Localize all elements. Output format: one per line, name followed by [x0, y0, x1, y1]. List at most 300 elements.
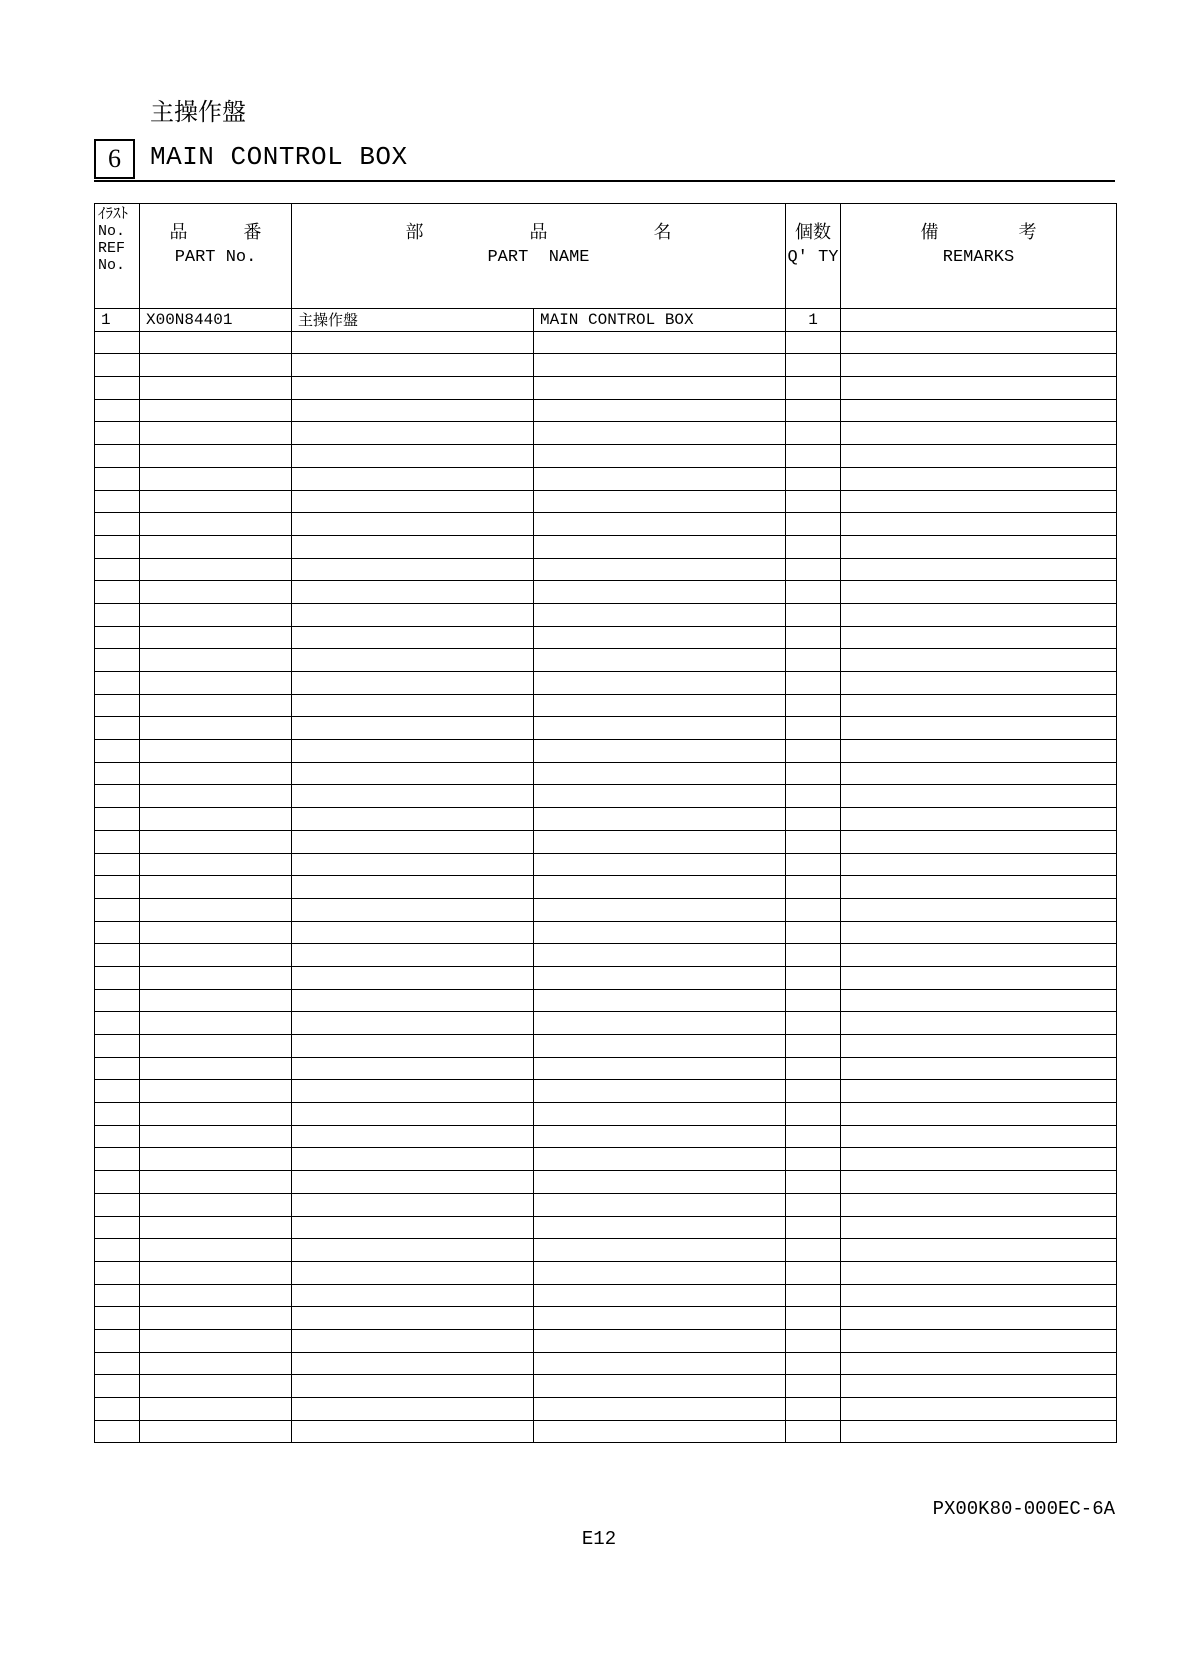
ref-header-line2: No.: [98, 223, 126, 240]
empty-cell: [841, 1103, 1117, 1126]
empty-cell: [841, 1080, 1117, 1103]
empty-cell: [292, 445, 534, 468]
empty-cell: [140, 490, 292, 513]
empty-cell: [292, 1284, 534, 1307]
empty-cell: [786, 966, 841, 989]
empty-cell: [534, 445, 786, 468]
empty-cell: [95, 672, 140, 695]
empty-cell: [292, 422, 534, 445]
empty-cell: [140, 1080, 292, 1103]
empty-cell: [140, 1012, 292, 1035]
empty-cell: [95, 445, 140, 468]
empty-cell: [140, 467, 292, 490]
empty-cell: [786, 1125, 841, 1148]
table-row-empty: [95, 1239, 1117, 1262]
table-row-empty: [95, 445, 1117, 468]
table-row-empty: [95, 490, 1117, 513]
empty-cell: [292, 1103, 534, 1126]
table-row-empty: [95, 1148, 1117, 1171]
empty-cell: [534, 898, 786, 921]
empty-cell: [841, 377, 1117, 400]
empty-cell: [841, 1193, 1117, 1216]
empty-cell: [95, 966, 140, 989]
empty-cell: [534, 399, 786, 422]
empty-cell: [786, 1216, 841, 1239]
empty-cell: [292, 1171, 534, 1194]
empty-cell: [140, 989, 292, 1012]
empty-cell: [534, 1307, 786, 1330]
empty-cell: [95, 898, 140, 921]
empty-cell: [841, 1420, 1117, 1443]
empty-cell: [292, 944, 534, 967]
empty-cell: [95, 921, 140, 944]
empty-cell: [292, 603, 534, 626]
empty-cell: [786, 1035, 841, 1058]
empty-cell: [786, 354, 841, 377]
part-no-header-jp-a: 品: [169, 222, 188, 243]
empty-cell: [786, 672, 841, 695]
empty-cell: [292, 535, 534, 558]
empty-cell: [841, 1307, 1117, 1330]
empty-cell: [292, 649, 534, 672]
empty-cell: [841, 558, 1117, 581]
empty-cell: [95, 876, 140, 899]
empty-cell: [786, 649, 841, 672]
empty-cell: [534, 1148, 786, 1171]
empty-cell: [292, 740, 534, 763]
empty-cell: [786, 445, 841, 468]
empty-cell: [841, 853, 1117, 876]
empty-cell: [841, 830, 1117, 853]
empty-cell: [140, 1261, 292, 1284]
column-header-qty: [786, 204, 841, 309]
empty-cell: [786, 1148, 841, 1171]
empty-cell: [841, 694, 1117, 717]
empty-cell: [140, 1307, 292, 1330]
empty-cell: [292, 1193, 534, 1216]
empty-cell: [140, 1352, 292, 1375]
table-row-empty: [95, 1375, 1117, 1398]
empty-cell: [292, 898, 534, 921]
table-row: [95, 309, 1117, 332]
empty-cell: [534, 785, 786, 808]
table-row-empty: [95, 649, 1117, 672]
empty-cell: [95, 377, 140, 400]
empty-cell: [534, 1171, 786, 1194]
empty-cell: [140, 1420, 292, 1443]
empty-cell: [534, 558, 786, 581]
empty-cell: [140, 354, 292, 377]
empty-cell: [534, 513, 786, 536]
empty-cell: [95, 490, 140, 513]
empty-cell: [534, 1375, 786, 1398]
empty-cell: [786, 1171, 841, 1194]
empty-cell: [534, 1080, 786, 1103]
empty-cell: [786, 422, 841, 445]
empty-cell: [841, 581, 1117, 604]
empty-cell: [292, 581, 534, 604]
empty-cell: [140, 1148, 292, 1171]
empty-cell: [140, 377, 292, 400]
empty-cell: [95, 1420, 140, 1443]
empty-cell: [292, 1035, 534, 1058]
table-row-empty: [95, 467, 1117, 490]
empty-cell: [841, 1261, 1117, 1284]
empty-cell: [841, 535, 1117, 558]
table-row-empty: [95, 399, 1117, 422]
empty-cell: [140, 830, 292, 853]
part-name-header-jp-b: 品: [529, 222, 548, 243]
table-row-empty: [95, 921, 1117, 944]
empty-cell: [95, 808, 140, 831]
empty-cell: [292, 876, 534, 899]
empty-cell: [140, 944, 292, 967]
empty-cell: [786, 921, 841, 944]
empty-cell: [140, 1239, 292, 1262]
empty-cell: [140, 1125, 292, 1148]
empty-cell: [786, 1307, 841, 1330]
title-divider: [94, 180, 1115, 182]
empty-cell: [534, 762, 786, 785]
empty-cell: [841, 1057, 1117, 1080]
table-row-empty: [95, 1012, 1117, 1035]
empty-cell: [534, 1261, 786, 1284]
empty-cell: [841, 785, 1117, 808]
empty-cell: [95, 1261, 140, 1284]
empty-cell: [292, 1080, 534, 1103]
empty-cell: [140, 672, 292, 695]
empty-cell: [95, 1284, 140, 1307]
empty-cell: [292, 830, 534, 853]
empty-cell: [786, 944, 841, 967]
empty-cell: [95, 1035, 140, 1058]
empty-cell: [841, 1171, 1117, 1194]
empty-cell: [95, 626, 140, 649]
empty-cell: [140, 1216, 292, 1239]
empty-cell: [841, 399, 1117, 422]
empty-cell: [292, 694, 534, 717]
empty-cell: [95, 535, 140, 558]
empty-cell: [292, 1420, 534, 1443]
table-row-empty: [95, 422, 1117, 445]
empty-cell: [534, 626, 786, 649]
empty-cell: [292, 1239, 534, 1262]
empty-cell: [292, 331, 534, 354]
page-title-japanese: 主操作盤: [150, 98, 246, 126]
empty-cell: [786, 1284, 841, 1307]
empty-cell: [841, 1125, 1117, 1148]
empty-cell: [140, 626, 292, 649]
empty-cell: [292, 399, 534, 422]
table-row-empty: [95, 1398, 1117, 1421]
empty-cell: [534, 1284, 786, 1307]
empty-cell: [534, 672, 786, 695]
empty-cell: [292, 785, 534, 808]
cell-ref: 1: [95, 309, 140, 332]
empty-cell: [292, 467, 534, 490]
empty-cell: [140, 1057, 292, 1080]
empty-cell: [95, 1125, 140, 1148]
empty-cell: [140, 513, 292, 536]
column-header-part-no: [140, 204, 292, 309]
table-row-empty: [95, 1284, 1117, 1307]
empty-cell: [95, 399, 140, 422]
empty-cell: [95, 1216, 140, 1239]
column-header-remarks: [841, 204, 1117, 309]
empty-cell: [534, 1239, 786, 1262]
empty-cell: [841, 740, 1117, 763]
empty-cell: [140, 1103, 292, 1126]
empty-cell: [95, 422, 140, 445]
empty-cell: [95, 1352, 140, 1375]
empty-cell: [534, 1012, 786, 1035]
empty-cell: [292, 1329, 534, 1352]
empty-cell: [140, 1171, 292, 1194]
empty-cell: [786, 876, 841, 899]
table-row-empty: [95, 785, 1117, 808]
empty-cell: [534, 1398, 786, 1421]
empty-cell: [140, 717, 292, 740]
empty-cell: [140, 1193, 292, 1216]
empty-cell: [786, 853, 841, 876]
empty-cell: [95, 513, 140, 536]
part-name-header-jp-c: 名: [653, 222, 672, 243]
table-row-empty: [95, 1057, 1117, 1080]
empty-cell: [140, 399, 292, 422]
empty-cell: [534, 740, 786, 763]
empty-cell: [95, 717, 140, 740]
empty-cell: [292, 853, 534, 876]
empty-cell: [534, 876, 786, 899]
empty-cell: [841, 603, 1117, 626]
page-number: E12: [581, 1528, 617, 1550]
section-number-box: 6: [94, 139, 135, 179]
empty-cell: [140, 535, 292, 558]
empty-cell: [95, 331, 140, 354]
empty-cell: [786, 1080, 841, 1103]
table-row-empty: [95, 717, 1117, 740]
page-title-english: MAIN CONTROL BOX: [150, 142, 408, 172]
empty-cell: [841, 808, 1117, 831]
empty-cell: [292, 1352, 534, 1375]
table-row-empty: [95, 581, 1117, 604]
empty-cell: [786, 1352, 841, 1375]
empty-cell: [841, 762, 1117, 785]
table-row-empty: [95, 898, 1117, 921]
empty-cell: [140, 762, 292, 785]
empty-cell: [534, 921, 786, 944]
table-row-empty: [95, 1420, 1117, 1443]
empty-cell: [841, 490, 1117, 513]
empty-cell: [95, 603, 140, 626]
part-name-header-jp-a: 部: [405, 222, 424, 243]
empty-cell: [95, 1307, 140, 1330]
empty-cell: [95, 785, 140, 808]
ref-header-line4: No.: [98, 257, 126, 274]
table-row-empty: [95, 331, 1117, 354]
empty-cell: [534, 853, 786, 876]
empty-cell: [786, 1398, 841, 1421]
table-row-empty: [95, 1171, 1117, 1194]
empty-cell: [534, 331, 786, 354]
empty-cell: [534, 1057, 786, 1080]
empty-cell: [534, 535, 786, 558]
empty-cell: [841, 1352, 1117, 1375]
empty-cell: [95, 1057, 140, 1080]
empty-cell: [786, 377, 841, 400]
empty-cell: [292, 626, 534, 649]
empty-cell: [841, 1148, 1117, 1171]
empty-cell: [95, 467, 140, 490]
empty-cell: [95, 740, 140, 763]
empty-cell: [95, 762, 140, 785]
empty-cell: [140, 558, 292, 581]
empty-cell: [786, 1375, 841, 1398]
remarks-header-en: REMARKS: [942, 248, 1015, 267]
empty-cell: [140, 1329, 292, 1352]
table-row-empty: [95, 966, 1117, 989]
empty-cell: [841, 513, 1117, 536]
table-row-empty: [95, 1080, 1117, 1103]
part-no-header-jp-b: 番: [243, 222, 262, 243]
table-row-empty: [95, 672, 1117, 695]
cell-remarks: [841, 309, 1117, 332]
table-row-empty: [95, 1103, 1117, 1126]
empty-cell: [95, 830, 140, 853]
parts-table-header: [95, 204, 1117, 309]
table-row-empty: [95, 694, 1117, 717]
empty-cell: [292, 1012, 534, 1035]
empty-cell: [140, 694, 292, 717]
empty-cell: [534, 1329, 786, 1352]
empty-cell: [292, 1375, 534, 1398]
empty-cell: [292, 808, 534, 831]
empty-cell: [786, 989, 841, 1012]
empty-cell: [841, 1012, 1117, 1035]
table-row-empty: [95, 535, 1117, 558]
empty-cell: [534, 603, 786, 626]
ref-header-line1: ｲﾗｽﾄ: [98, 206, 129, 223]
table-row-empty: [95, 876, 1117, 899]
empty-cell: [841, 1398, 1117, 1421]
empty-cell: [95, 1103, 140, 1126]
empty-cell: [95, 581, 140, 604]
empty-cell: [786, 1261, 841, 1284]
cell-name-en: MAIN CONTROL BOX: [534, 309, 786, 332]
empty-cell: [292, 762, 534, 785]
empty-cell: [95, 558, 140, 581]
table-row-empty: [95, 354, 1117, 377]
empty-cell: [786, 490, 841, 513]
empty-cell: [140, 785, 292, 808]
empty-cell: [786, 603, 841, 626]
empty-cell: [534, 989, 786, 1012]
empty-cell: [534, 717, 786, 740]
empty-cell: [786, 830, 841, 853]
empty-cell: [786, 331, 841, 354]
empty-cell: [841, 717, 1117, 740]
table-row-empty: [95, 740, 1117, 763]
table-row-empty: [95, 1193, 1117, 1216]
empty-cell: [841, 445, 1117, 468]
empty-cell: [786, 1239, 841, 1262]
empty-cell: [95, 1375, 140, 1398]
empty-cell: [786, 785, 841, 808]
empty-cell: [95, 1329, 140, 1352]
cell-qty: 1: [786, 309, 841, 332]
empty-cell: [292, 717, 534, 740]
empty-cell: [534, 377, 786, 400]
table-row-empty: [95, 830, 1117, 853]
empty-cell: [140, 853, 292, 876]
table-row-empty: [95, 1261, 1117, 1284]
empty-cell: [95, 1080, 140, 1103]
table-row-empty: [95, 1035, 1117, 1058]
part-no-header-en: PART No.: [174, 248, 257, 267]
table-row-empty: [95, 377, 1117, 400]
empty-cell: [95, 649, 140, 672]
empty-cell: [534, 354, 786, 377]
empty-cell: [292, 1057, 534, 1080]
empty-cell: [292, 672, 534, 695]
empty-cell: [534, 490, 786, 513]
empty-cell: [95, 853, 140, 876]
empty-cell: [140, 876, 292, 899]
empty-cell: [786, 1012, 841, 1035]
empty-cell: [534, 1352, 786, 1375]
empty-cell: [786, 399, 841, 422]
table-row-empty: [95, 989, 1117, 1012]
empty-cell: [95, 1171, 140, 1194]
empty-cell: [786, 808, 841, 831]
empty-cell: [292, 377, 534, 400]
empty-cell: [140, 921, 292, 944]
empty-cell: [786, 1103, 841, 1126]
table-row-empty: [95, 1216, 1117, 1239]
table-row-empty: [95, 762, 1117, 785]
empty-cell: [95, 944, 140, 967]
cell-part-no: X00N84401: [140, 309, 292, 332]
empty-cell: [140, 581, 292, 604]
empty-cell: [534, 694, 786, 717]
empty-cell: [292, 513, 534, 536]
empty-cell: [534, 944, 786, 967]
empty-cell: [786, 717, 841, 740]
empty-cell: [841, 944, 1117, 967]
empty-cell: [841, 989, 1117, 1012]
empty-cell: [140, 1375, 292, 1398]
empty-cell: [786, 581, 841, 604]
empty-cell: [786, 762, 841, 785]
empty-cell: [140, 966, 292, 989]
empty-cell: [140, 422, 292, 445]
empty-cell: [140, 1284, 292, 1307]
empty-cell: [140, 740, 292, 763]
empty-cell: [786, 694, 841, 717]
empty-cell: [841, 966, 1117, 989]
part-name-header-en: PART NAME: [487, 248, 590, 267]
table-row-empty: [95, 808, 1117, 831]
empty-cell: [95, 1239, 140, 1262]
empty-cell: [534, 1125, 786, 1148]
empty-cell: [534, 1103, 786, 1126]
empty-cell: [841, 331, 1117, 354]
table-row-empty: [95, 944, 1117, 967]
table-row-empty: [95, 513, 1117, 536]
empty-cell: [140, 1398, 292, 1421]
table-row-empty: [95, 1125, 1117, 1148]
table-row-empty: [95, 558, 1117, 581]
